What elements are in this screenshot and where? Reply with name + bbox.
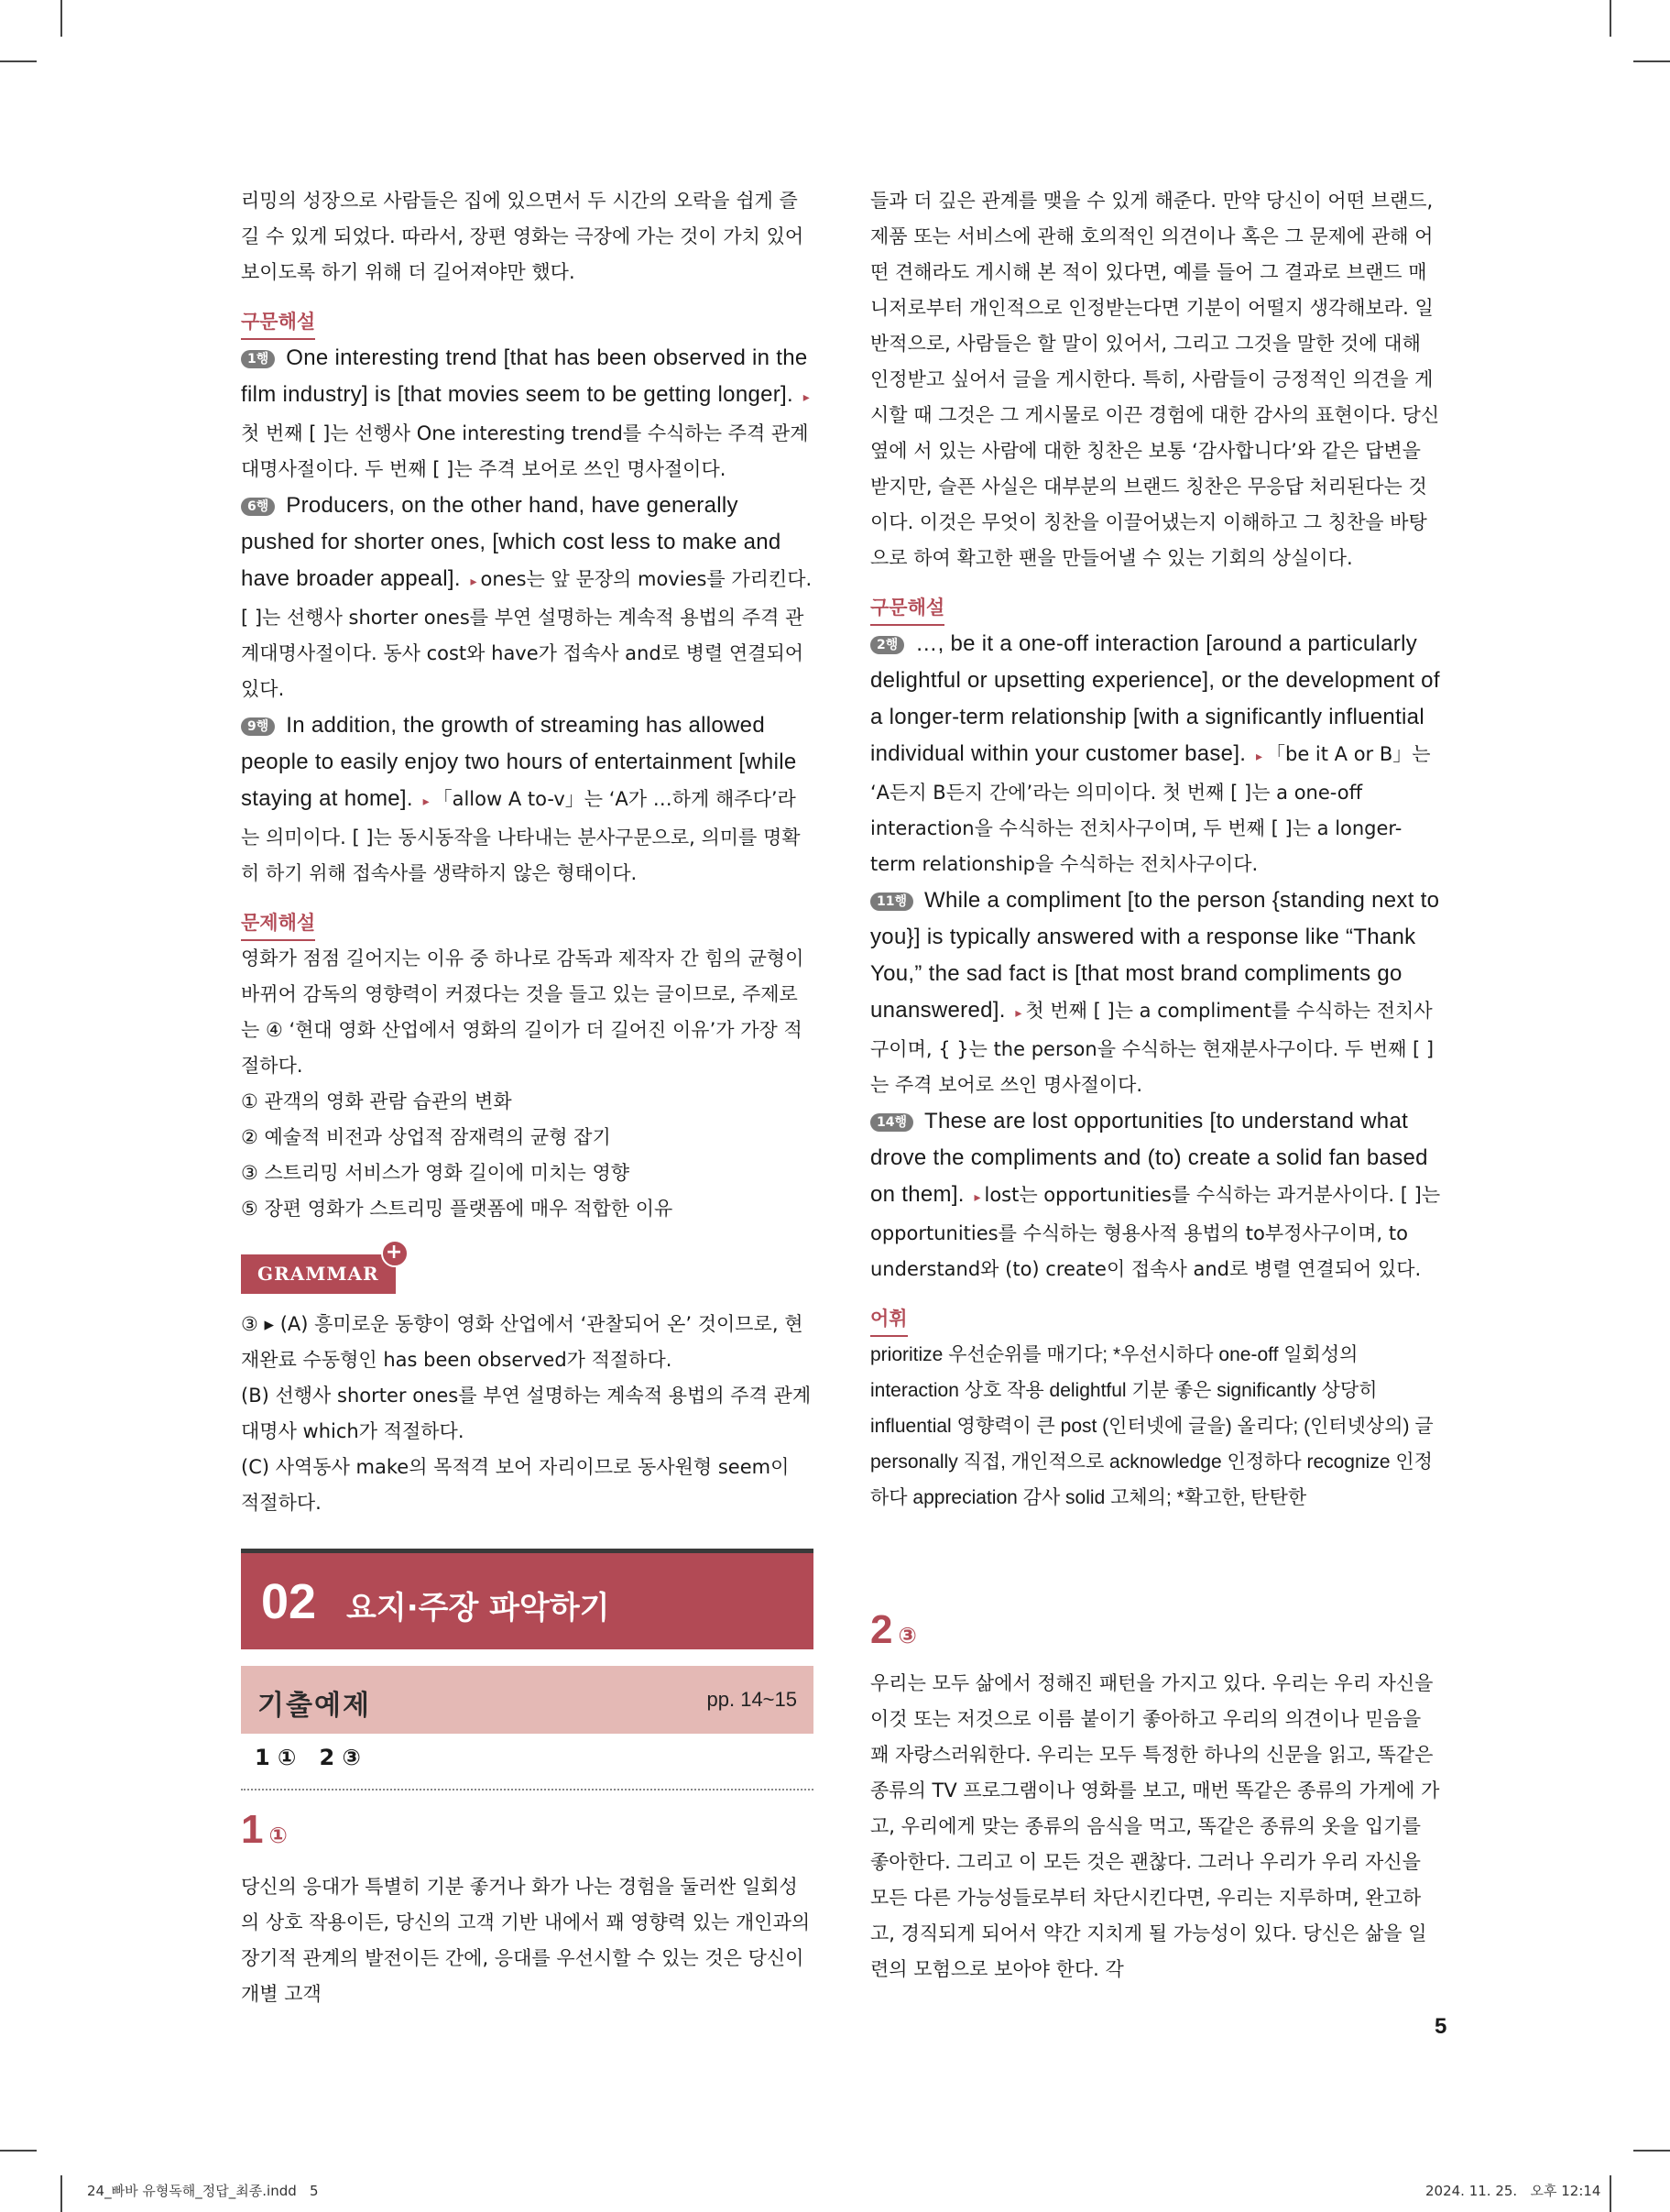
left-column bbox=[241, 183, 813, 1521]
english-sentence: One interesting trend [that has been observed in the film industry] is [that movies seem to be getting longer]. bbox=[241, 345, 808, 407]
line-badge: 1행 bbox=[241, 350, 275, 368]
arrow-icon: ▸ bbox=[974, 1190, 981, 1205]
question-answer: ③ bbox=[898, 1623, 917, 1648]
option-item: ⑤ 장편 영화가 스트리밍 플랫폼에 매우 적합한 이유 bbox=[241, 1198, 673, 1220]
syntax-item bbox=[241, 340, 813, 487]
question-answer: ① bbox=[268, 1823, 288, 1848]
example-pages: pp. 14~15 bbox=[706, 1688, 797, 1711]
english-sentence: These are lost opportunities [to understand what drove the compliments and (to) create a solid fan based on them]. bbox=[870, 1109, 1428, 1207]
question-number: 1 bbox=[241, 1807, 264, 1852]
line-badge: 2행 bbox=[870, 636, 904, 654]
translation-text: 들과 더 깊은 관계를 맺을 수 있게 해준다. 만약 당신이 어떤 브랜드, 제품 또는 서비스에 관해 호의적인 의견이나 혹은 그 문제에 관해 어떤 견해라도 게시해 본 적이 있다면, 예를 들어 그 결과로 브랜드 매니저로부터 개인적으로 인정받는다면 기분이 어떨지 생각해보라. 일반적으로, 사람들은 할 말이 있어서, 그리고 그것을 말한 것에 대해 인정받고 싶어서 글을 게시한다. 특히, 사람들이 긍정적인 의견을 게시할 때 그것은 그 게시물로 이끈 경험에 대한 감사의 표현이다. 당신 옆에 서 있는 사람에 대한 칭찬은 보통 ‘감사합니다’와 같은 답변을 받지만, 슬픈 사실은 대부분의 브랜드 칭찬은 무응답 처리된다는 것이다. 이것은 무엇이 칭찬을 이끌어냈는지 이해하고 그 칭찬을 바탕으로 하여 확고한 팬을 만들어낼 수 있는 기회의 상실이다. bbox=[870, 190, 1440, 569]
grammar-line: ③ ▸ (A) 흥미로운 동향이 영화 산업에서 ‘관찰되어 온’ 것이므로, 현재완료 수동형인 has been observed가 적절하다. bbox=[241, 1313, 803, 1371]
unit-number: 02 bbox=[261, 1574, 317, 1629]
arrow-icon: ▸ bbox=[1255, 750, 1262, 764]
korean-explanation: 첫 번째 [ ]는 a compliment를 수식하는 전치사구이며, { }는 the person을 수식하는 현재분사구이다. 두 번째 [ ]는 주격 보어로 쓰인 명사절이다. bbox=[870, 1000, 1435, 1096]
crop-mark bbox=[60, 0, 62, 37]
plus-icon: + bbox=[381, 1240, 409, 1267]
korean-explanation: 첫 번째 [ ]는 선행사 One interesting trend를 수식하는 주격 관계대명사절이다. 두 번째 [ ]는 주격 보어로 쓰인 명사절이다. bbox=[241, 422, 809, 480]
vocab-heading: 어휘 bbox=[870, 1302, 908, 1337]
grammar-label-text: GRAMMAR bbox=[257, 1263, 379, 1285]
intro-text: 리밍의 성장으로 사람들은 집에 있으면서 두 시간의 오락을 쉽게 즐길 수 있게 되었다. 따라서, 장편 영화는 극장에 가는 것이 가치 있어 보이도록 하기 위해 더 길어져야만 했다. bbox=[241, 190, 804, 283]
unit-title: 요지·주장 파악하기 bbox=[346, 1590, 610, 1626]
question-2-heading bbox=[870, 1607, 917, 1653]
option-item: ② 예술적 비전과 상업적 잠재력의 균형 잡기 bbox=[241, 1126, 611, 1148]
grammar-line: (B) 선행사 shorter ones를 부연 설명하는 계속적 용법의 주격 관계대명사 which가 적절하다. bbox=[241, 1385, 812, 1442]
question-number: 2 bbox=[870, 1607, 893, 1652]
unit-header bbox=[241, 1549, 813, 1649]
question-1-text: 당신의 응대가 특별히 기분 좋거나 화가 나는 경험을 둘러싼 일회성의 상호 작용이든, 당신의 고객 기반 내에서 꽤 영향력 있는 개인과의 장기적 관계의 발전이든 간에, 응대를 우선시할 수 있는 것은 당신이 개별 고객 bbox=[241, 1876, 811, 2005]
syntax-item bbox=[870, 626, 1443, 882]
english-sentence: Producers, on the other hand, have generally pushed for shorter ones, [which cost less to make and have broader appeal]. bbox=[241, 493, 781, 591]
grammar-line: (C) 사역동사 make의 목적격 보어 자리이므로 동사원형 seem이 적절하다. bbox=[241, 1456, 790, 1514]
crop-mark bbox=[60, 2175, 62, 2212]
arrow-icon: ▸ bbox=[1015, 1006, 1022, 1021]
option-item: ① 관객의 영화 관람 습관의 변화 bbox=[241, 1090, 512, 1112]
korean-explanation: ones는 앞 문장의 movies를 가리킨다. [ ]는 선행사 shorter ones를 부연 설명하는 계속적 용법의 주격 관계대명사절이다. 동사 cost와 have가 접속사 and로 병렬 연결되어 있다. bbox=[241, 568, 813, 700]
example-header bbox=[241, 1666, 813, 1734]
line-badge: 14행 bbox=[870, 1113, 913, 1132]
problem-heading: 문제해설 bbox=[241, 906, 315, 941]
english-sentence: While a compliment [to the person {standing next to you}] is typically answered with a response like “Thank You,” the sad fact is [that most brand compliments go unanswered]. bbox=[870, 888, 1440, 1023]
syntax-item bbox=[241, 487, 813, 707]
korean-explanation: lost는 opportunities를 수식하는 과거분사이다. [ ]는 opportunities를 수식하는 형용사적 용법의 to부정사구이며, to understand와 (to) create이 접속사 and로 병렬 연결되어 있다. bbox=[870, 1184, 1441, 1280]
crop-mark bbox=[0, 2150, 37, 2152]
syntax-heading: 구문해설 bbox=[241, 305, 315, 340]
question-1-heading bbox=[241, 1807, 288, 1853]
arrow-icon: ▸ bbox=[470, 575, 477, 589]
vocab-list: prioritize 우선순위를 매기다; *우선시하다 one-off 일회성의 interaction 상호 작용 delightful 기분 좋은 significantly 상당히 influential 영향력이 큰 post (인터넷에 글을) 올리다; (인터넷상의) 글 personally 직접, 개인적으로 acknowledge 인정하다 recognize 인정하다 appreciation 감사 solid 고체의; *확고한, 탄탄한 bbox=[870, 1344, 1434, 1508]
syntax-item bbox=[241, 707, 813, 892]
crop-mark bbox=[1610, 0, 1611, 37]
crop-mark bbox=[1633, 60, 1670, 62]
korean-explanation: 「be it A or B」는 ‘A든지 B든지 간에’라는 의미이다. 첫 번째 [ ]는 a one-off interaction을 수식하는 전치사구이며, 두 번째 [ ]는 a longer-term relationship을 수식하는 전치사구이다. bbox=[870, 743, 1431, 875]
footer-timestamp: 2024. 11. 25. 오후 12:14 bbox=[1425, 2183, 1601, 2199]
syntax-heading: 구문해설 bbox=[870, 591, 944, 626]
english-sentence: …, be it a one-off interaction [around a particularly delightful or upsetting experience], or the development of a longer-term relationship [with a significantly influential individual within your customer base]. bbox=[870, 631, 1440, 766]
problem-text: 영화가 점점 길어지는 이유 중 하나로 감독과 제작자 간 힘의 균형이 바뀌어 감독의 영향력이 커졌다는 것을 들고 있는 글이므로, 주제로는 ④ ‘현대 영화 산업에서 영화의 길이가 더 길어진 이유’가 가장 적절하다. bbox=[241, 947, 804, 1077]
option-item: ③ 스트리밍 서비스가 영화 길이에 미치는 영향 bbox=[241, 1162, 630, 1184]
right-column bbox=[870, 183, 1443, 1516]
arrow-icon: ▸ bbox=[422, 794, 430, 809]
footer-filename: 24_빠바 유형독해_정답_최종.indd 5 bbox=[87, 2183, 319, 2199]
crop-mark bbox=[1610, 2175, 1611, 2212]
dotted-divider bbox=[241, 1789, 813, 1790]
crop-mark bbox=[0, 60, 37, 62]
korean-explanation: 「allow A to-v」는 ‘A가 …하게 해주다’라는 의미이다. [ ]는 동시동작을 나타내는 분사구문으로, 의미를 명확히 하기 위해 접속사를 생략하지 않은 형태이다. bbox=[241, 788, 801, 884]
line-badge: 11행 bbox=[870, 892, 913, 911]
syntax-item bbox=[870, 882, 1443, 1103]
answer-key: 1 ① 2 ③ bbox=[255, 1745, 361, 1770]
example-title: 기출예제 bbox=[257, 1690, 371, 1722]
line-badge: 9행 bbox=[241, 717, 275, 736]
question-2-text: 우리는 모두 삶에서 정해진 패턴을 가지고 있다. 우리는 우리 자신을 이것 또는 저것으로 이름 붙이기 좋아하고 우리의 의견이나 믿음을 꽤 자랑스러워한다. 우리는 모두 특정한 하나의 신문을 읽고, 똑같은 종류의 TV 프로그램이나 영화를 보고, 매번 똑같은 종류의 가게에 가고, 우리에게 맞는 종류의 음식을 먹고, 똑같은 종류의 옷을 입기를 좋아한다. 그리고 이 모든 것은 괜찮다. 그러나 우리가 우리 자신을 모든 다른 가능성들로부터 차단시킨다면, 우리는 지루하며, 완고하고, 경직되게 되어서 약간 지치게 될 가능성이 있다. 당신은 삶을 일련의 모험으로 보아야 한다. 각 bbox=[870, 1672, 1440, 1980]
line-badge: 6행 bbox=[241, 498, 275, 516]
crop-mark bbox=[1633, 2150, 1670, 2152]
arrow-icon: ▸ bbox=[802, 390, 810, 405]
page-number: 5 bbox=[1435, 2014, 1447, 2039]
english-sentence: In addition, the growth of streaming has allowed people to easily enjoy two hours of entertainment [while staying at home]. bbox=[241, 713, 797, 811]
grammar-label bbox=[241, 1241, 404, 1294]
syntax-item bbox=[870, 1103, 1443, 1287]
